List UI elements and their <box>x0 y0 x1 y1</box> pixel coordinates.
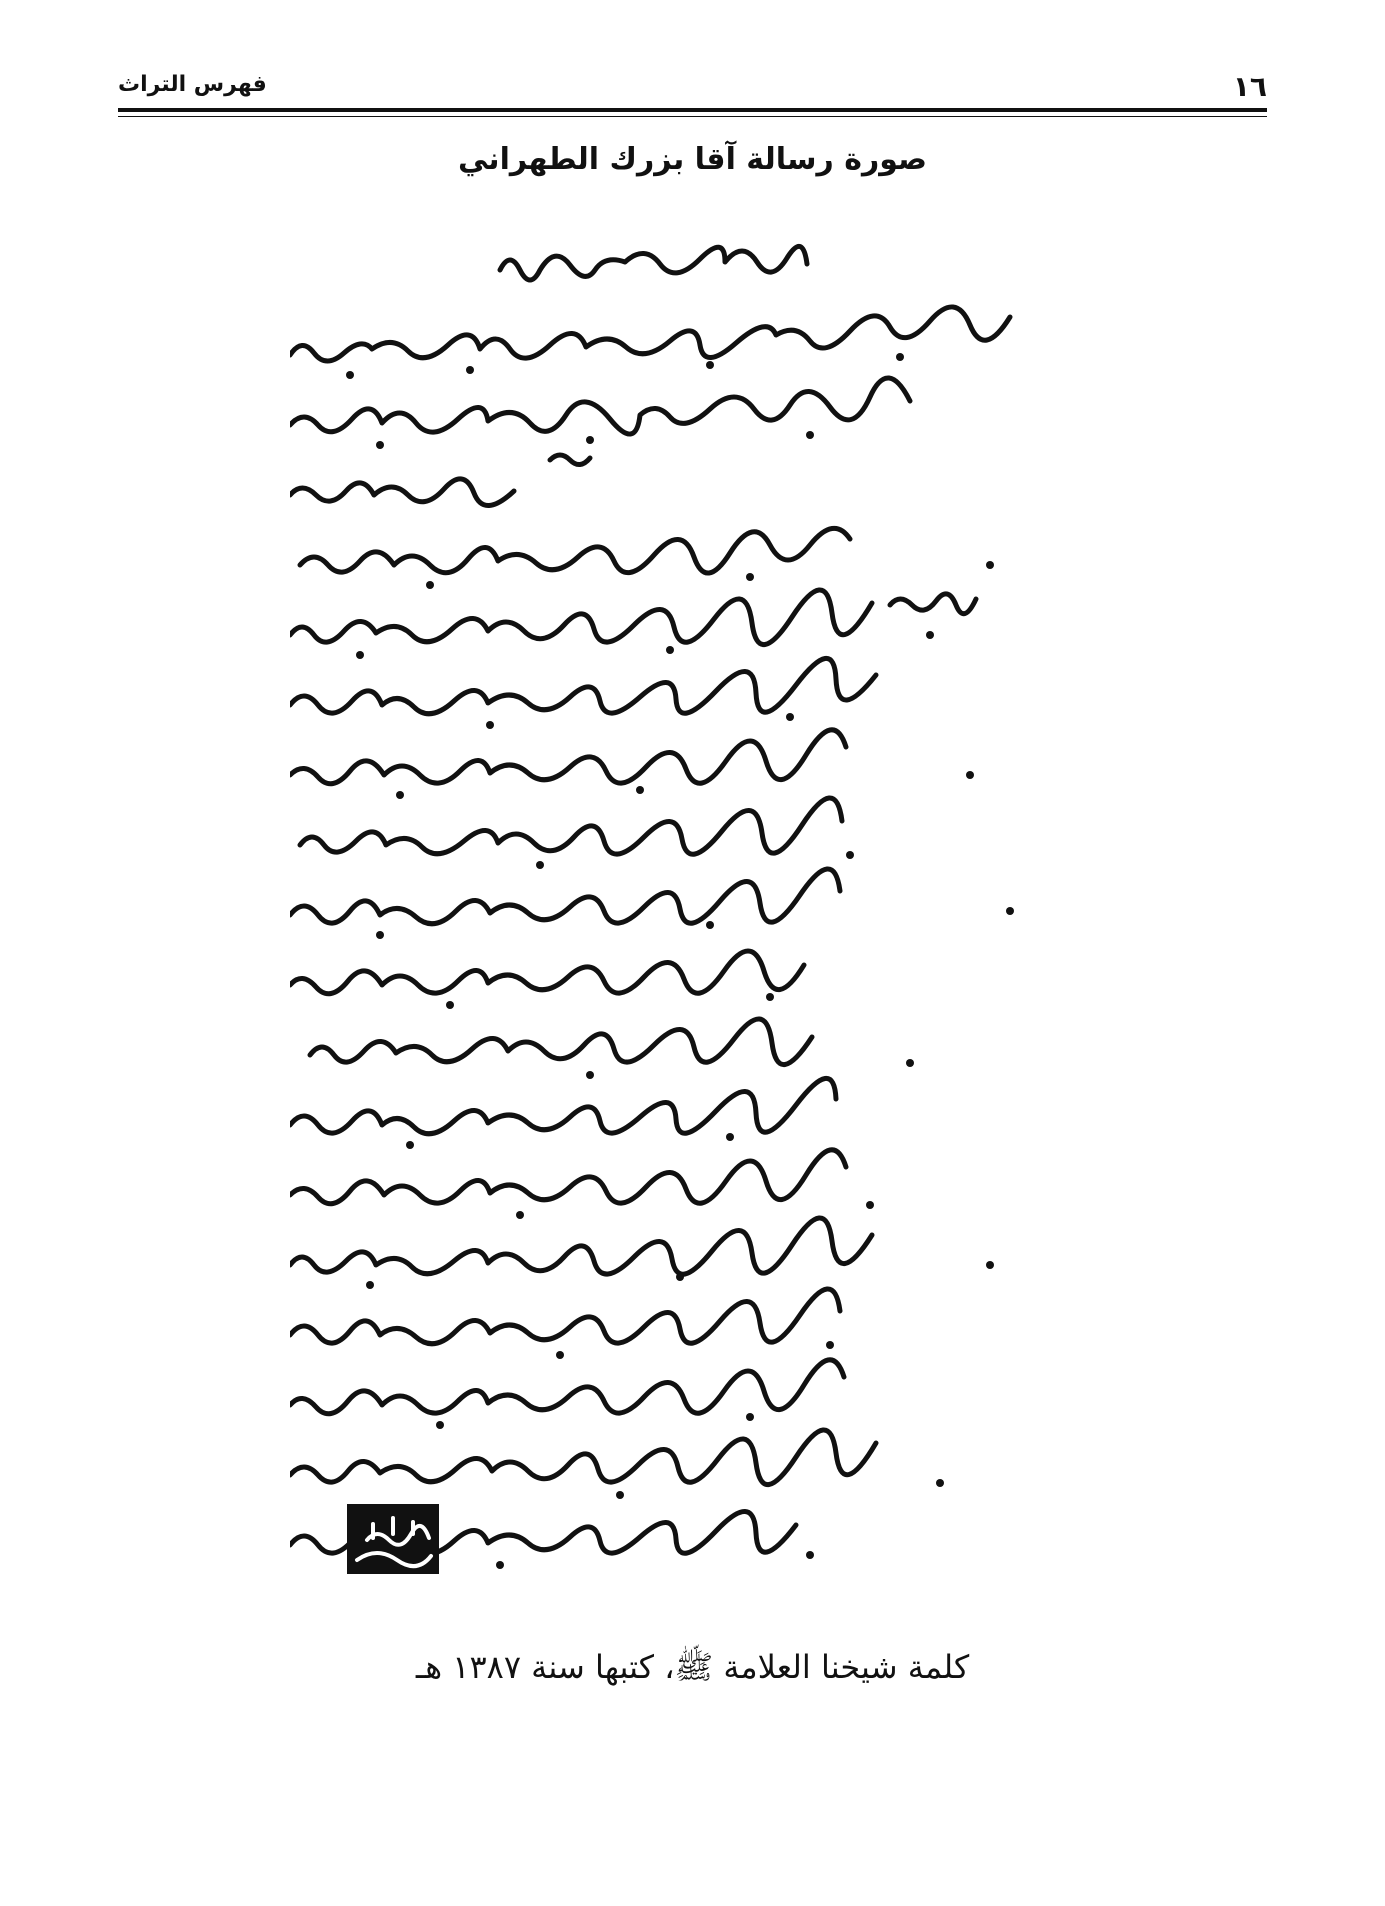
handwriting-strokes <box>290 225 1080 1575</box>
page-number: ١٦ <box>1232 70 1267 103</box>
header-rule-thin <box>118 116 1267 117</box>
document-title: صورة رسالة آقا بزرك الطهراني <box>457 142 928 177</box>
header-rule-thick <box>118 108 1267 112</box>
running-title: فهرس التراث <box>118 72 267 97</box>
page-header <box>118 60 1267 112</box>
caption: كلمة شيخنا العلامة ﷺ، كتبها سنة ١٣٨٧ هـ <box>415 1648 970 1686</box>
seal-icon <box>343 1500 443 1578</box>
handwritten-manuscript-image <box>290 225 1080 1575</box>
